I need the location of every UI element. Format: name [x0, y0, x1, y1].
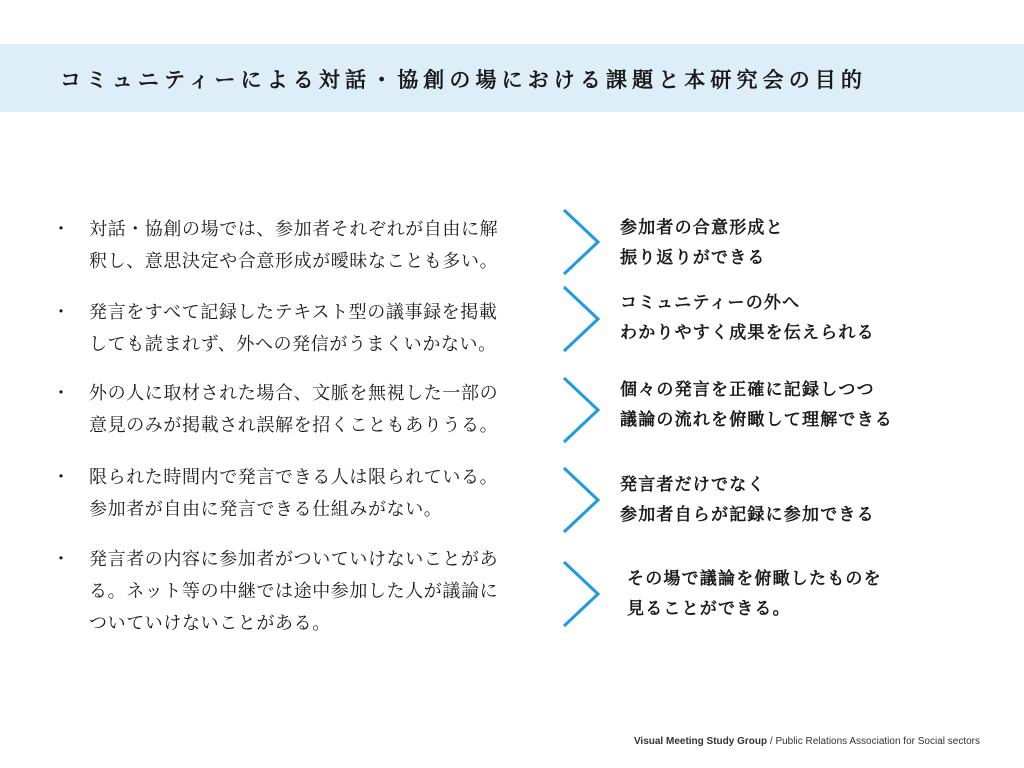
problem-line: る。ネット等の中継では途中参加した人が議論に	[89, 581, 499, 602]
footer-association: Public Relations Association for Social sectors	[775, 736, 980, 747]
chevron-right-icon	[562, 208, 602, 276]
problem-text	[89, 297, 559, 361]
solution-line: コミュニティーの外へ	[620, 293, 801, 313]
problem-line: 参加者が自由に発言できる仕組みがない。	[89, 499, 443, 520]
footer-credit	[634, 736, 980, 747]
problem-line: 外の人に取材された場合、文脈を無視した一部の	[89, 383, 499, 404]
bullet-marker: ・	[52, 302, 70, 323]
solution-text	[620, 375, 893, 435]
solution-line: 見ることができる。	[627, 599, 791, 619]
chevron-right-icon	[562, 285, 602, 353]
solution-line: 発言者だけでなく	[620, 475, 766, 495]
solution-line: 議論の流れを俯瞰して理解できる	[620, 410, 893, 430]
solution-line: 参加者の合意形成と	[620, 218, 784, 238]
problem-line: 限られた時間内で発言できる人は限られている。	[89, 467, 499, 488]
bullet-marker: ・	[52, 383, 70, 404]
problem-line: 対話・協創の場では、参加者それぞれが自由に解	[89, 219, 499, 240]
solution-line: 振り返りができる	[620, 248, 766, 268]
problem-text	[89, 378, 559, 442]
solution-text	[627, 564, 882, 624]
problem-line: 発言をすべて記録したテキスト型の議事録を掲載	[89, 302, 498, 323]
solution-line: 参加者自らが記録に参加できる	[620, 505, 875, 525]
chevron-right-icon	[562, 560, 602, 628]
problem-text	[89, 544, 559, 640]
problem-text	[89, 462, 559, 526]
footer-group: Visual Meeting Study Group	[633, 736, 768, 747]
solution-text	[620, 213, 784, 273]
solution-text	[620, 288, 875, 348]
chevron-right-icon	[562, 376, 602, 444]
title-band	[0, 44, 1024, 112]
chevron-right-icon	[562, 466, 602, 534]
solution-line: わかりやすく成果を伝えられる	[620, 323, 875, 343]
solution-text	[620, 470, 875, 530]
bullet-marker: ・	[52, 467, 70, 488]
problem-text	[89, 214, 559, 278]
solution-line: 個々の発言を正確に記録しつつ	[620, 380, 875, 400]
problem-line: 意見のみが掲載され誤解を招くこともありうる。	[89, 415, 499, 436]
bullet-marker: ・	[52, 219, 70, 240]
problem-line: ついていけないことがある。	[89, 613, 331, 634]
footer-separator: /	[767, 736, 776, 747]
problem-line: 釈し、意思決定や合意形成が曖昧なことも多い。	[89, 251, 499, 272]
problem-line: 発言者の内容に参加者がついていけないことがあ	[89, 549, 499, 570]
bullet-marker: ・	[52, 549, 70, 570]
page-title: コミュニティーによる対話・協創の場における課題と本研究会の目的	[60, 68, 867, 92]
solution-line: その場で議論を俯瞰したものを	[627, 569, 882, 589]
problem-line: しても読まれず、外への発信がうまくいかない。	[89, 334, 497, 355]
